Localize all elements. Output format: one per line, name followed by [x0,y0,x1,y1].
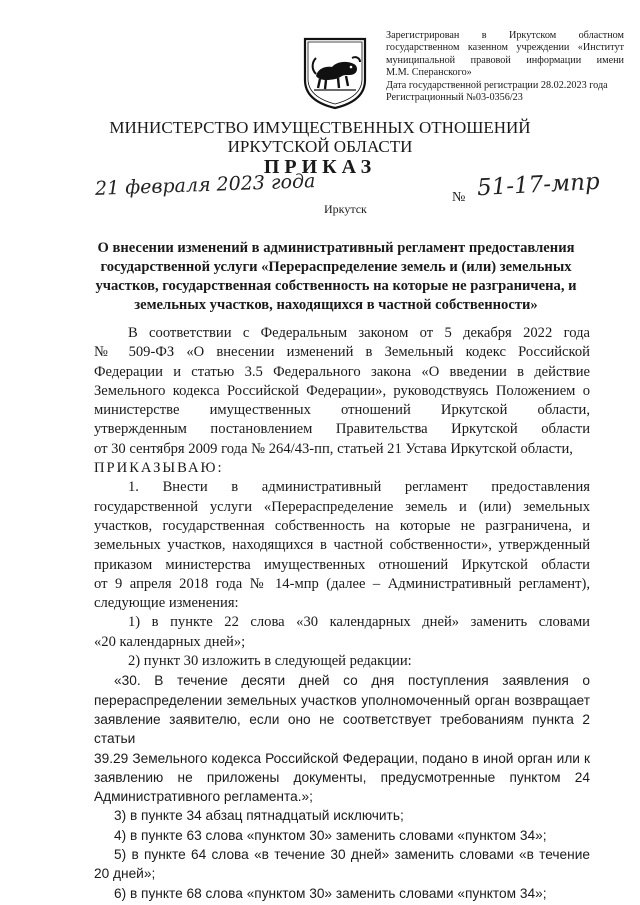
title-line: О внесении изменений в административный регламент предоставления [97,240,575,256]
body-line: следующие изменения: [94,595,239,612]
body-line: от 9 апреля 2018 года № 14-мпр (далее – Административный регламент), [94,575,590,592]
body-line: государственной услуги «Перераспределение земель и (или) земельных [94,498,590,515]
registration-line: государственном казенном учреждении «Институт [386,42,624,54]
order-word [94,459,590,478]
quote-line: 39.29 Земельного кодекса Российской Федерации, подано в иной орган или к [94,750,590,766]
body-line: участков, государственная собственность на которые не разграничена, и [94,517,590,534]
body-line: Федерации и статью 3.5 Федерального закона «О введении в действие [94,363,590,380]
body-line: от 30 сентября 2009 года № 264/43-пп, статьей 21 Устава Иркутской области, [94,440,573,457]
ministry-name-line: ИРКУТСКОЙ ОБЛАСТИ [227,137,413,156]
quote-line: заявлению не приложены документы, предусмотренные пунктом 24 [94,769,590,785]
list-item: 2) пункт 30 изложить в следующей редакции: [128,653,412,670]
quote-line: «30. В течение десяти дней со дня поступления заявления о [114,673,590,689]
body-line: В соответствии с Федеральным законом от 5 декабря 2022 года [128,325,590,341]
registration-stamp [386,30,624,104]
ministry-name [100,118,540,156]
registration-line: М.М. Сперанского» [386,67,472,79]
list-item: 5) в пункте 64 слова «в течение 30 дней» заменить словами «в течение [114,847,590,863]
number-label: № [452,190,466,205]
quote-line: перераспределении земельных участков уполномоченный орган возвращает [94,692,590,708]
order-title [84,239,588,315]
title-line: земельных участков, находящихся в частной собственности» [134,297,538,313]
document-type: ПРИКАЗ [263,156,377,178]
handwritten-date: 21 февраля 2023 года [94,170,316,200]
list-item-cont: 20 дней»; [94,866,156,882]
list-item-cont: «20 календарных дней»; [94,633,246,650]
order-word-text: ПРИКАЗЫВАЮ: [94,460,224,477]
title-line: участков, государственная собственность на которые не разграничена, и [95,278,577,294]
order-body [94,324,590,903]
quote-line: Административного регламента.»; [94,789,313,805]
body-line: утвержденным постановлением Правительства Иркутской области [94,421,590,438]
body-line: Земельного кодекса Российской Федерации», руководствуясь Положением о [94,382,590,399]
quote-line: заявление заявителю, если оно не соответствует требованиям пункта 2 статьи [94,711,590,747]
ministry-name-line: МИНИСТЕРСТВО ИМУЩЕСТВЕННЫХ ОТНОШЕНИЙ [109,118,531,137]
city: Иркутск [324,202,367,216]
coat-of-arms-icon [302,36,368,110]
body-line: приказом министерства имущественных отношений Иркутской области [94,556,590,573]
list-item: 4) в пункте 63 слова «пунктом 30» заменить словами «пунктом 34»; [114,827,547,843]
registration-number: Регистрационный №03-0356/23 [386,92,523,104]
registration-line: муниципальной правовой информации имени [386,54,624,66]
handwritten-number: 51-17-мпр [476,168,601,202]
list-item: 3) в пункте 34 абзац пятнадцатый исключить; [114,808,404,824]
body-line: министерстве имущественных отношений Иркутской области, [94,402,590,419]
body-line: № 509-ФЗ «О внесении изменений в Земельный кодекс Российской [94,344,590,361]
body-line: земельных участков, находящихся в частной собственности», утвержденный [94,537,590,554]
list-item: 6) в пункте 68 слова «пунктом 30» заменить словами «пунктом 34»; [114,885,547,901]
title-line: государственной услуги «Перераспределение земель и (или) земельных [100,259,572,275]
list-item: 1) в пункте 22 слова «30 календарных дней» заменить словами [128,614,590,631]
registration-date: Дата государственной регистрации 28.02.2023 года [386,79,608,91]
body-line: 1. Внести в административный регламент предоставления [128,479,590,496]
registration-line: Зарегистрирован в Иркутском областном [386,30,624,41]
